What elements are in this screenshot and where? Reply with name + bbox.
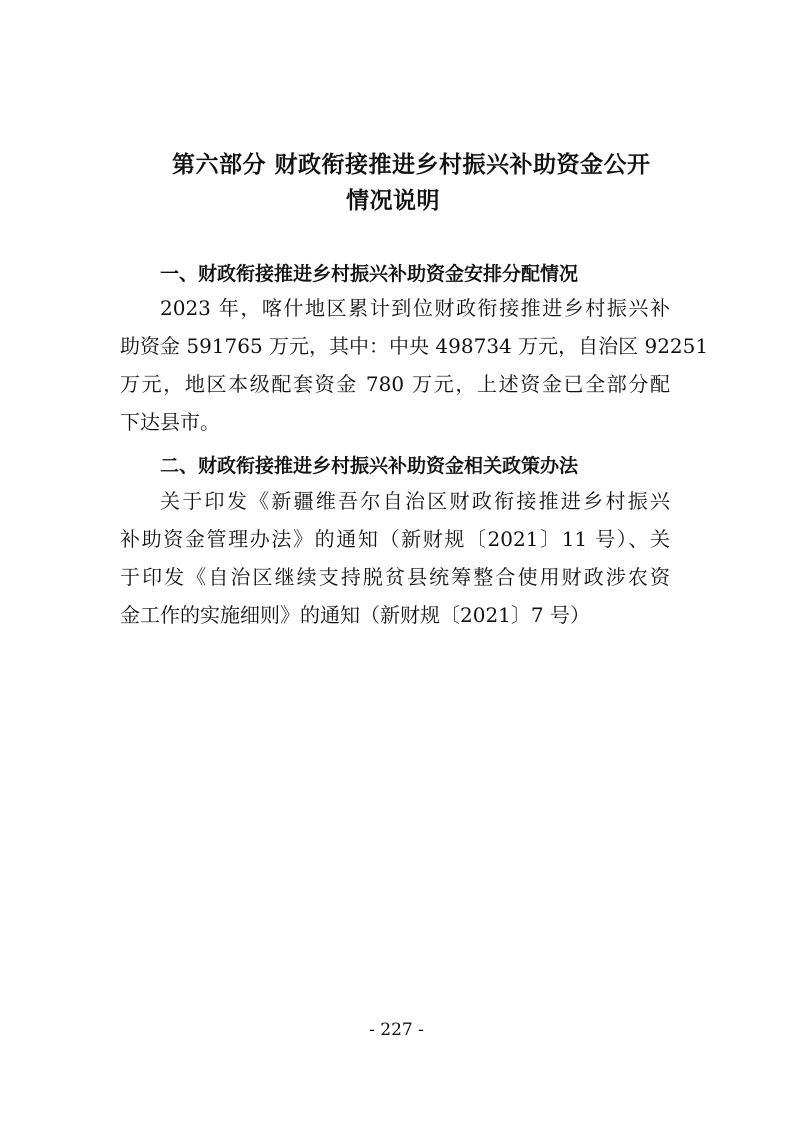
section-1-paragraph-line: 万元，地区本级配套资金 780 万元，上述资金已全部分配 — [120, 372, 670, 396]
section-2-paragraph-line: 于印发《自治区继续支持脱贫县统筹整合使用财政涉农资 — [120, 565, 670, 589]
section-2-paragraph-line: 补助资金管理办法》的通知（新财规〔2021〕11 号）、关 — [120, 527, 670, 551]
section-1-paragraph-line: 助资金 591765 万元，其中：中央 498734 万元，自治区 92251 — [120, 334, 709, 358]
section-2-paragraph-line: 关于印发《新疆维吾尔自治区财政衔接推进乡村振兴 — [160, 489, 670, 513]
section-1-heading: 一、财政衔接推进乡村振兴补助资金安排分配情况 — [160, 263, 579, 285]
page-title-line-1: 第六部分 财政衔接推进乡村振兴补助资金公开 — [172, 151, 651, 178]
section-1-paragraph-line: 下达县市。 — [120, 410, 220, 434]
section-2-heading: 二、财政衔接推进乡村振兴补助资金相关政策办法 — [160, 455, 579, 477]
section-2-paragraph-line: 金工作的实施细则》的通知（新财规〔2021〕7 号） — [120, 603, 590, 627]
page-number: - 227 - — [369, 1020, 424, 1040]
section-1-paragraph-line: 2023 年，喀什地区累计到位财政衔接推进乡村振兴补 — [160, 296, 670, 320]
page-title-line-2: 情况说明 — [346, 187, 440, 214]
